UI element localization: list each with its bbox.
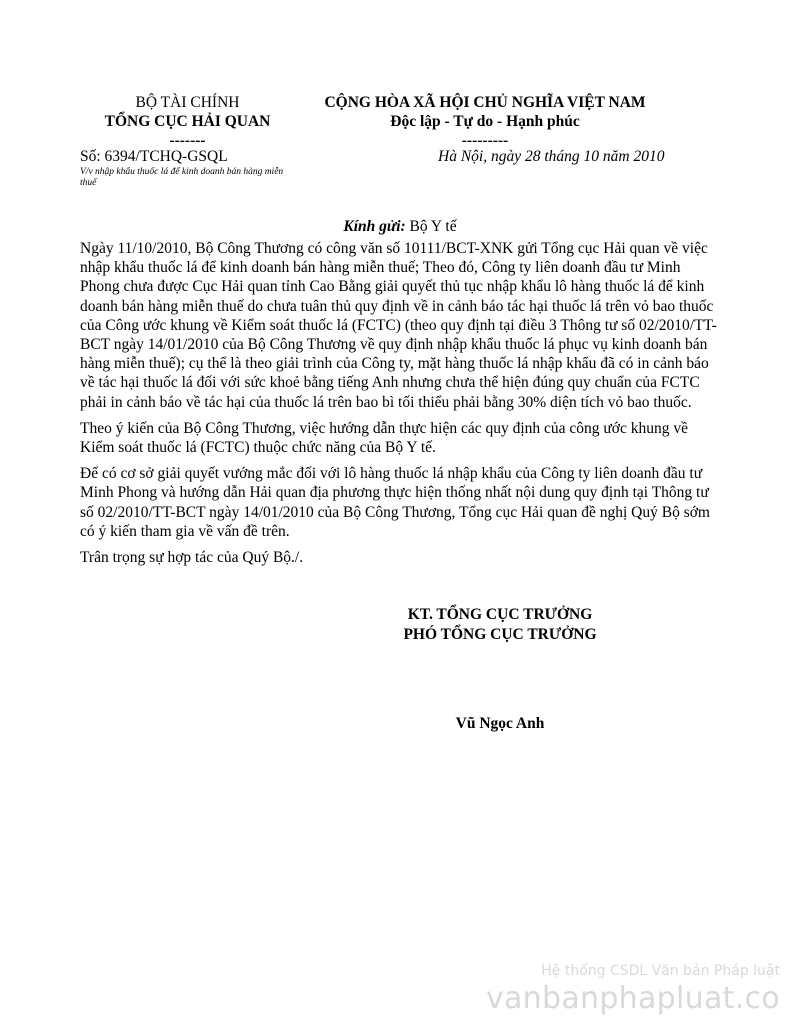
signature-block	[340, 605, 660, 644]
document-number: Số: 6394/TCHQ-GSQL	[80, 148, 228, 165]
agency-underline: -------	[169, 132, 206, 149]
signature-title-2: PHÓ TỔNG CỤC TRƯỞNG	[403, 625, 597, 643]
body-paragraph-3: Để có cơ sở giải quyết vướng mắc đối với lô hàng thuốc lá nhập khẩu của Công ty liên doanh đầu tư Minh Phong và hướng dẫn Hải quan địa phương thực hiện thống nhất nội dung quy định tại Thông tư số 02/2010/TT-BCT ngày 14/01/2010 của Bộ Công Thương, Tổng cục Hải quan đề nghị Quý Bộ sớm có ý kiến tham gia về vấn đề trên.	[80, 465, 710, 540]
signature-title-1: KT. TỔNG CỤC TRƯỞNG	[407, 606, 593, 623]
national-motto: Độc lập - Tự do - Hạnh phúc	[390, 113, 580, 130]
signer-name: Vũ Ngọc Anh	[455, 715, 545, 732]
parent-agency: BỘ TÀI CHÍNH	[135, 94, 240, 111]
body-paragraph-2: Theo ý kiến của Bộ Công Thương, việc hướng dẫn thực hiện các quy định của công ước khung về Kiểm soát thuốc lá (FCTC) thuộc chức năng của Bộ Y tế.	[80, 419, 689, 457]
motto-underline: ---------	[461, 132, 509, 149]
recipient-label: Kính gửi:	[343, 218, 406, 235]
watermark	[486, 963, 780, 1016]
watermark-caption: Hệ thống CSDL Văn bản Pháp luật	[541, 963, 780, 979]
recipient-line	[0, 218, 800, 236]
place-and-date: Hà Nội, ngày 28 tháng 10 năm 2010	[438, 148, 665, 165]
issuing-agency-block	[80, 93, 295, 150]
letter-body	[80, 239, 718, 574]
recipient-name: Bộ Y tế	[405, 218, 457, 235]
watermark-site: vanbanphapluat.co	[485, 981, 780, 1016]
issuing-agency: TỔNG CỤC HẢI QUAN	[104, 113, 271, 130]
body-paragraph-4: Trân trọng sự hợp tác của Quý Bộ./.	[80, 549, 304, 567]
national-title-block	[300, 93, 670, 150]
body-paragraph-1: Ngày 11/10/2010, Bộ Công Thương có công văn số 10111/BCT-XNK gửi Tổng cục Hải quan về việc nhập khẩu thuốc lá để kinh doanh bán hàng miễn thuế; Theo đó, Công ty liên doanh đầu tư Minh Phong chưa được Cục Hải quan tỉnh Cao Bằng giải quyết thủ tục nhập khẩu lô hàng thuốc lá để kinh doanh bán hàng miễn thuế do chưa tuân thủ quy định về in cảnh báo tác hại thuốc lá trên vỏ bao thuốc của Công ước khung về Kiểm soát thuốc lá (FCTC) (theo quy định tại điều 3 Thông tư số 02/2010/TT-BCT ngày 14/01/2010 của Bộ Công Thương về quy định nhập khẩu thuốc lá phục vụ kinh doanh bán hàng miễn thuế); cụ thể là theo giải trình của Công ty, mặt hàng thuốc lá nhập khẩu đã có in cảnh báo về tác hại thuốc lá đối với sức khoẻ bằng tiếng Anh nhưng chưa thể hiện đúng quy chuẩn của FCTC phải in cảnh báo về tác hại của thuốc lá trên bao bì tối thiểu phải bằng 30% diện tích vỏ bao thuốc.	[80, 240, 717, 411]
document-subject: V/v nhập khẩu thuốc lá để kinh doanh bán hàng miễn thuế	[80, 167, 284, 188]
country-name: CỘNG HÒA XÃ HỘI CHỦ NGHĨA VIỆT NAM	[324, 94, 646, 111]
